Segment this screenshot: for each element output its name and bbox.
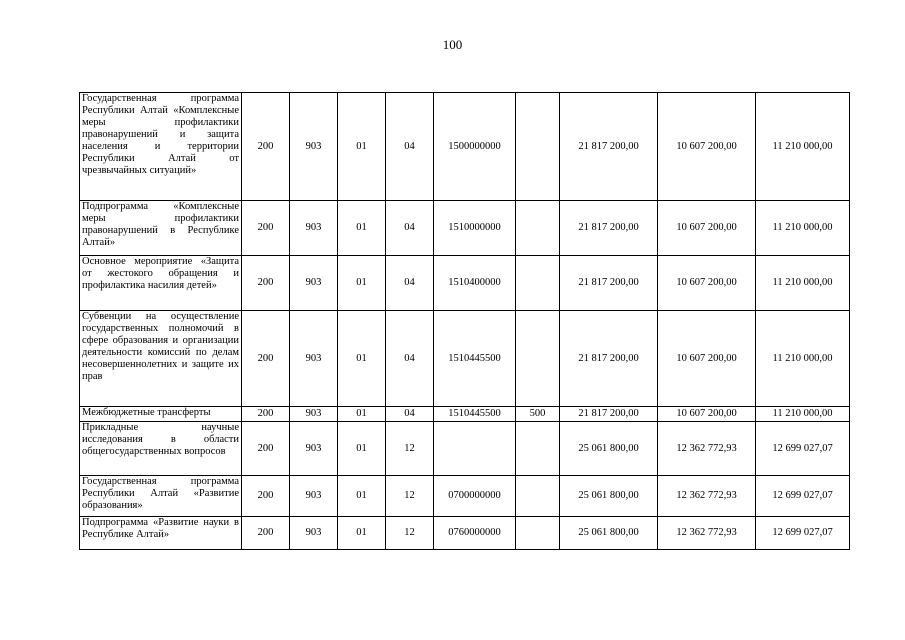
table-row [80,201,850,256]
cell-amount-3: 11 210 000,00 [756,256,850,311]
cell-amount-1: 21 817 200,00 [560,93,658,201]
cell-subsection: 04 [386,311,434,407]
cell-amount-3: 11 210 000,00 [756,93,850,201]
cell-code-1: 200 [242,476,290,517]
cell-section: 01 [338,476,386,517]
cell-section: 01 [338,201,386,256]
cell-code-1: 200 [242,201,290,256]
cell-code-1: 200 [242,407,290,422]
table-row [80,422,850,476]
cell-amount-2: 10 607 200,00 [658,201,756,256]
cell-target: 0700000000 [434,476,516,517]
table-row [80,407,850,422]
cell-target: 1500000000 [434,93,516,201]
cell-amount-3: 12 699 027,07 [756,517,850,550]
cell-section: 01 [338,422,386,476]
cell-code-2: 903 [290,476,338,517]
cell-code-1: 200 [242,256,290,311]
cell-subsection: 12 [386,517,434,550]
cell-code-1: 200 [242,93,290,201]
cell-name: Основное мероприятие «Защита от жестокого обращения и профилактика насилия детей» [80,256,242,311]
cell-type [516,422,560,476]
cell-amount-2: 12 362 772,93 [658,517,756,550]
cell-subsection: 12 [386,422,434,476]
cell-amount-1: 21 817 200,00 [560,256,658,311]
cell-amount-2: 10 607 200,00 [658,311,756,407]
cell-target: 1510000000 [434,201,516,256]
cell-section: 01 [338,93,386,201]
cell-code-2: 903 [290,422,338,476]
cell-amount-2: 10 607 200,00 [658,93,756,201]
cell-subsection: 12 [386,476,434,517]
cell-amount-2: 10 607 200,00 [658,256,756,311]
cell-amount-1: 25 061 800,00 [560,476,658,517]
cell-amount-3: 12 699 027,07 [756,476,850,517]
cell-amount-2: 10 607 200,00 [658,407,756,422]
cell-code-1: 200 [242,517,290,550]
cell-amount-3: 11 210 000,00 [756,201,850,256]
cell-section: 01 [338,407,386,422]
page-number: 100 [442,37,463,52]
cell-type [516,201,560,256]
cell-type [516,311,560,407]
cell-subsection: 04 [386,201,434,256]
table-row [80,93,850,201]
cell-target: 0760000000 [434,517,516,550]
cell-name: Межбюджетные трансферты [80,407,242,422]
cell-amount-1: 21 817 200,00 [560,407,658,422]
cell-name: Подпрограмма «Развитие науки в Республике Алтай» [80,517,242,550]
cell-type: 500 [516,407,560,422]
cell-name: Государственная программа Республики Алтай «Комплексные меры профилактики правонарушений и защита населения и территории Республики Алтай от чрезвычайных ситуаций» [80,93,242,201]
cell-section: 01 [338,256,386,311]
cell-target: 1510445500 [434,311,516,407]
cell-code-1: 200 [242,422,290,476]
cell-amount-2: 12 362 772,93 [658,476,756,517]
cell-type [516,93,560,201]
cell-amount-1: 25 061 800,00 [560,422,658,476]
cell-amount-3: 11 210 000,00 [756,407,850,422]
cell-target: 1510400000 [434,256,516,311]
cell-name: Прикладные научные исследования в области общегосударственных вопросов [80,422,242,476]
cell-target [434,422,516,476]
cell-type [516,517,560,550]
cell-name: Субвенции на осуществление государственных полномочий в сфере образования и организации деятельности комиссий по делам несовершеннолетних и защите их прав [80,311,242,407]
cell-amount-3: 12 699 027,07 [756,422,850,476]
cell-amount-2: 12 362 772,93 [658,422,756,476]
table-row [80,256,850,311]
table-row [80,476,850,517]
cell-code-2: 903 [290,311,338,407]
cell-code-2: 903 [290,517,338,550]
cell-code-2: 903 [290,256,338,311]
cell-amount-1: 21 817 200,00 [560,201,658,256]
cell-amount-3: 11 210 000,00 [756,311,850,407]
cell-amount-1: 21 817 200,00 [560,311,658,407]
cell-subsection: 04 [386,256,434,311]
table-row [80,311,850,407]
cell-section: 01 [338,311,386,407]
cell-code-2: 903 [290,407,338,422]
cell-name: Государственная программа Республики Алтай «Развитие образования» [80,476,242,517]
cell-code-1: 200 [242,311,290,407]
cell-target: 1510445500 [434,407,516,422]
cell-type [516,256,560,311]
cell-subsection: 04 [386,93,434,201]
budget-table [79,92,850,550]
cell-code-2: 903 [290,201,338,256]
cell-type [516,476,560,517]
cell-amount-1: 25 061 800,00 [560,517,658,550]
cell-section: 01 [338,517,386,550]
cell-subsection: 04 [386,407,434,422]
cell-code-2: 903 [290,93,338,201]
cell-name: Подпрограмма «Комплексные меры профилактики правонарушений в Республике Алтай» [80,201,242,256]
table-row [80,517,850,550]
